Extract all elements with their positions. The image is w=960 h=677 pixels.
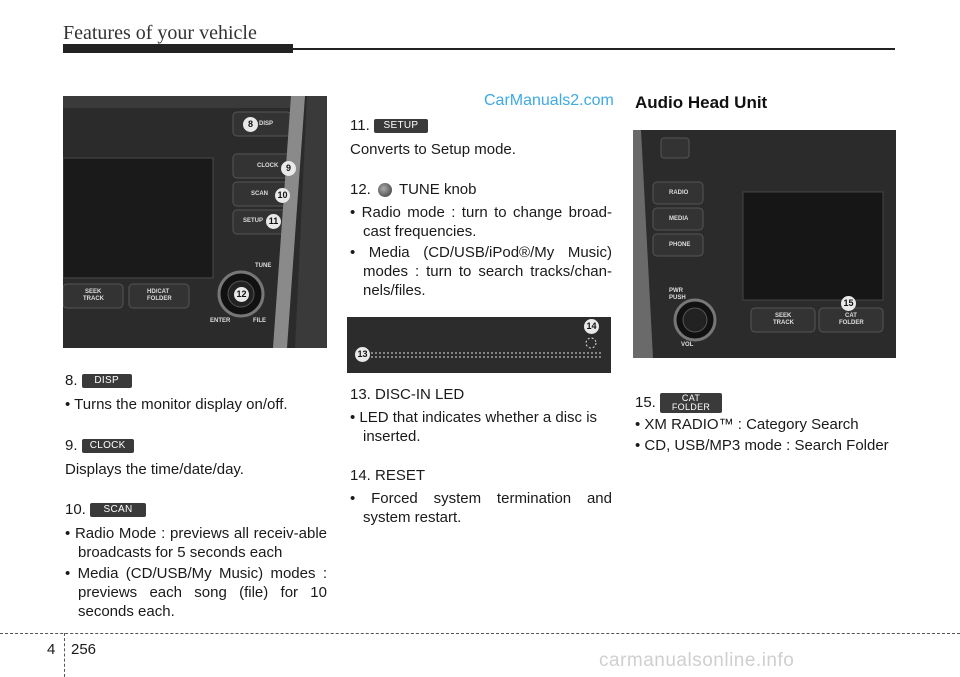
item-15-num: 15.: [635, 394, 656, 411]
item-12-bullet-1: • Radio mode : turn to change broad-cast frequencies.: [350, 204, 612, 240]
item-14: [350, 466, 612, 527]
btn-label-clock: CLOCK: [257, 163, 279, 169]
item-11-desc: Converts to Setup mode.: [350, 141, 516, 158]
left-head-unit-image: [63, 96, 327, 348]
footer-rule: [0, 633, 960, 634]
disp-badge: DISP: [82, 374, 132, 388]
btn-label-phone: PHONE: [669, 242, 691, 248]
watermark: CarManuals2.com: [484, 92, 614, 109]
callout-9: 9: [281, 161, 296, 176]
item-10-bullet-1: • Radio Mode : previews all receiv-able broadcasts for 5 seconds each: [65, 525, 327, 561]
right-head-unit-image: [633, 130, 896, 358]
btn-label-enter: ENTER: [210, 318, 231, 324]
tune-knob-icon: [378, 183, 392, 197]
btn-label-file: FILE: [253, 318, 266, 324]
item-8-bullet: • Turns the monitor display on/off.: [65, 396, 288, 413]
item-9-desc: Displays the time/date/day.: [65, 461, 244, 478]
btn-label-cat-r: CAT: [845, 313, 857, 319]
disc-slot-image: [347, 317, 611, 373]
cat-badge-line2: FOLDER: [671, 402, 711, 413]
item-15-bullet-2: • CD, USB/MP3 mode : Search Folder: [635, 437, 889, 455]
section-title: Audio Head Unit: [635, 93, 768, 112]
page-header-title: Features of your vehicle: [63, 22, 257, 44]
footer-divider: [64, 633, 65, 677]
item-14-bullet: • Forced system termination and system restart.: [350, 490, 612, 526]
btn-label-track: TRACK: [83, 296, 104, 302]
btn-label-hdcat: HD/CAT: [147, 289, 170, 295]
btn-label-folder: FOLDER: [147, 296, 172, 302]
btn-label-seek-r: SEEK: [775, 313, 792, 319]
item-10-bullet-2: • Media (CD/USB/My Music) modes : previews each song (file) for 10 seconds each.: [65, 565, 327, 620]
btn-label-radio: RADIO: [669, 190, 689, 196]
setup-badge: SETUP: [374, 119, 428, 133]
item-15: [635, 393, 897, 455]
btn-label-track-r: TRACK: [773, 320, 794, 326]
item-10: [65, 500, 327, 621]
item-12-bullet-2: • Media (CD/USB/iPod®/My Music) modes : turn to search tracks/chan-nels/files.: [350, 244, 612, 299]
btn-label-disp: DISP: [259, 121, 274, 127]
item-10-num: 10.: [65, 501, 86, 518]
item-12-num: 12.: [350, 181, 371, 198]
callout-12: 12: [234, 287, 249, 302]
item-8: [65, 371, 325, 414]
callout-13: 13: [355, 347, 370, 362]
callout-11: 11: [266, 214, 281, 229]
footer-section-number: 4: [47, 641, 56, 658]
btn-label-vol: VOL: [681, 342, 694, 348]
item-12-label: TUNE knob: [398, 181, 477, 198]
cat-folder-badge: [660, 393, 722, 413]
item-14-title: 14. RESET: [350, 467, 426, 484]
header-tab-bar: [63, 44, 293, 53]
item-8-num: 8.: [65, 372, 78, 389]
item-13-bullet: • LED that indicates whether a disc is inserted.: [350, 409, 598, 445]
btn-label-push: PUSH: [669, 295, 686, 301]
scan-badge: SCAN: [90, 503, 146, 517]
btn-label-pwr: PWR: [669, 288, 683, 294]
item-9: [65, 436, 325, 479]
item-9-num: 9.: [65, 437, 78, 454]
item-11-num: 11.: [350, 117, 370, 134]
btn-label-media: MEDIA: [669, 216, 689, 222]
btn-label-seek: SEEK: [85, 289, 102, 295]
btn-label-setup: SETUP: [243, 218, 264, 224]
btn-label-scan: SCAN: [251, 191, 269, 197]
btn-label-tune: TUNE: [255, 263, 272, 269]
footer-site-watermark: carmanualsonline.info: [599, 650, 795, 671]
callout-8: 8: [243, 117, 258, 132]
callout-15: 15: [841, 296, 856, 311]
head-unit-illustration: [63, 96, 327, 348]
item-13-title: 13. DISC-IN LED: [350, 386, 465, 403]
item-13: [350, 385, 612, 446]
item-15-bullet-1: • XM RADIO™ : Category Search: [635, 416, 859, 434]
callout-10: 10: [275, 188, 290, 203]
callout-14: 14: [584, 319, 599, 334]
btn-label-folder-r: FOLDER: [839, 320, 864, 326]
clock-badge: CLOCK: [82, 439, 134, 453]
cat-badge-line1: CAT: [681, 393, 701, 404]
item-12: [350, 180, 612, 300]
item-11: [350, 116, 612, 159]
disc-slot-illustration: [347, 317, 611, 373]
footer-page-number: 256: [71, 641, 97, 658]
